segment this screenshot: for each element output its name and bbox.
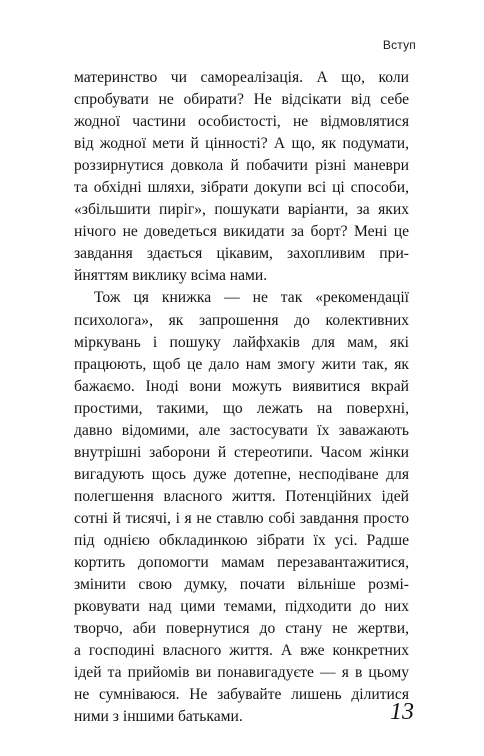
text-line: та обхідні шляхи, зібрати докупи всі ці способи, [74, 179, 409, 197]
text-line: спробувати не обирати? Не відсікати від себе [74, 91, 409, 109]
paragraph-2 [74, 287, 409, 728]
paragraph-1 [74, 67, 409, 287]
text-line: ідей та прийомів ви понавигадуєте — я в цьому [74, 664, 409, 682]
text-line: творчо, аби повернутися до стану не жертви, [74, 620, 409, 638]
text-line: змінити свою думку, почати вільніше розмі- [74, 576, 409, 594]
running-head: Вступ [382, 38, 416, 52]
text-line: сотні й тисячі, і я не ставлю собі завдання просто [74, 509, 409, 527]
text-line: завдання здається цікавим, захопливим при- [74, 245, 409, 263]
text-line: від жодної мети й цінності? А що, як подумати, [74, 135, 409, 153]
text-line: під однією обкладинкою зібрати їх усі. Радше [74, 531, 409, 549]
text-line: а господині власного життя. А вже конкретних [74, 642, 409, 660]
page-number: 13 [390, 699, 414, 725]
text-line: бажаємо. Іноді вони можуть виявитися вкрай [74, 377, 409, 395]
text-line: психолога», як запрошення до колективних [74, 311, 409, 329]
text-line: рковувати над цими темами, підходити до них [74, 598, 409, 616]
text-line: вигадують щось дуже дотепне, несподіване для [74, 465, 409, 483]
text-line: роззирнутися довкола й побачити різні маневри [74, 157, 409, 175]
text-line: ними з іншими батьками. [74, 708, 243, 726]
text-line: кортить допомогти мамам перезавантажитися, [74, 554, 409, 572]
text-line: йняттям виклику всіма нами. [74, 267, 268, 285]
text-line: внутрішні заборони й стереотипи. Часом жінки [74, 443, 409, 461]
text-line: нічого не доведеться викидати за борт? Мені це [74, 223, 409, 241]
text-line: жодної частини особистості, не відмовлятися [74, 113, 409, 131]
text-line: простими, такими, що лежать на поверхні, [74, 399, 409, 417]
text-line: полегшення власного життя. Потенційних ідей [74, 487, 409, 505]
text-line: давно відомими, але застосувати їх заважають [74, 421, 409, 439]
body-text [74, 67, 409, 728]
text-line: Тож ця книжка — не так «рекомендації [94, 289, 409, 307]
text-line: працюють, щоб це дало нам змогу жити так, як [74, 355, 409, 373]
text-line: «збільшити пиріг», пошукати варіанти, за яких [74, 201, 409, 219]
text-line: материнство чи самореалізація. А що, коли [74, 69, 409, 86]
text-line: міркувань і пошуку лайфхаків для мам, які [74, 333, 409, 351]
text-line: не сумніваюся. Не забувайте лишень ділитися [74, 686, 409, 704]
